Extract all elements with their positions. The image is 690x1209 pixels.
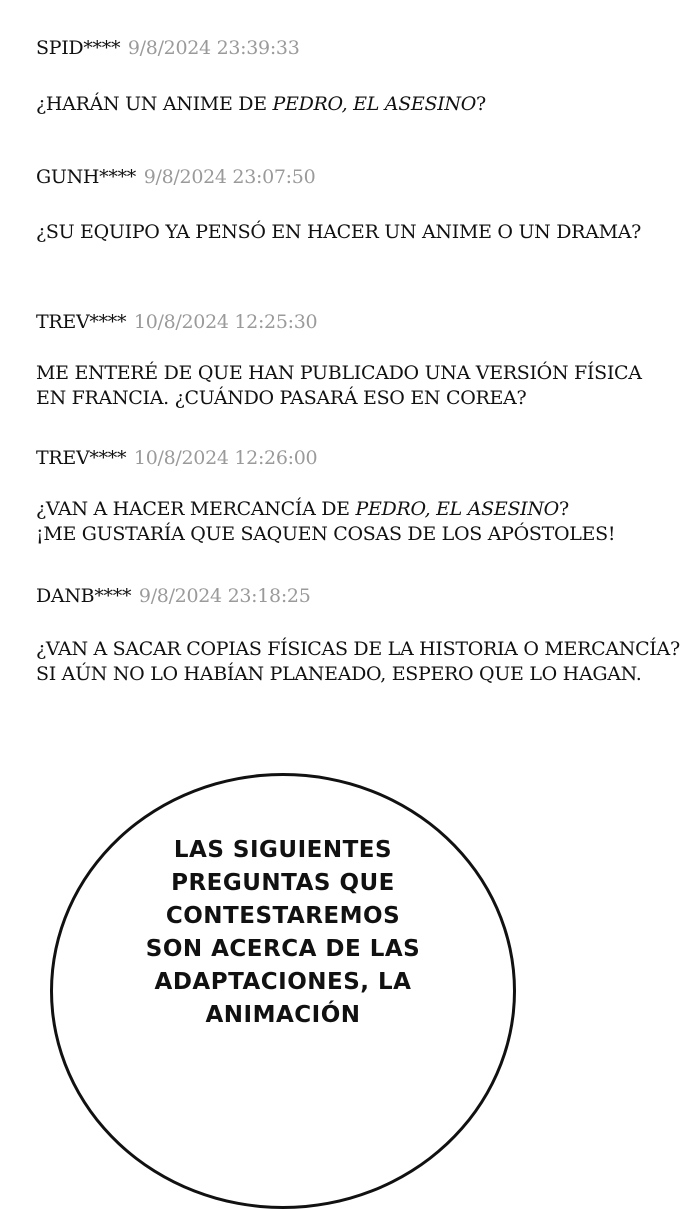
bubble-line: CONTESTAREMOS: [165, 903, 401, 929]
comment-meta: [36, 166, 656, 188]
comment-text: [36, 497, 615, 547]
comment-text: [36, 92, 486, 117]
bubble-line: ADAPTACIONES, LA: [154, 969, 412, 995]
comment-username: TREV****: [36, 311, 127, 333]
comment-line: ¿VAN A HACER MERCANCÍA DE PEDRO, EL ASESINO?: [36, 498, 569, 520]
speech-bubble-text: [53, 834, 513, 1032]
bubble-line: ANIMACIÓN: [205, 1002, 361, 1028]
comment-timestamp: 10/8/2024 12:26:00: [133, 447, 318, 469]
comment-meta: [36, 447, 656, 469]
comment-meta: [36, 585, 656, 607]
speech-bubble: [50, 773, 516, 1209]
comment: [36, 447, 656, 545]
comment-line: ¿HARÁN UN ANIME DE PEDRO, EL ASESINO?: [36, 93, 486, 115]
comment: [36, 166, 656, 243]
comment-line: SI AÚN NO LO HABÍAN PLANEADO, ESPERO QUE LO HAGAN.: [36, 663, 642, 685]
comment-username: GUNH****: [36, 166, 136, 188]
comment-line: ¿SU EQUIPO YA PENSÓ EN HACER UN ANIME O UN DRAMA?: [36, 221, 642, 243]
comment-line: ¿VAN A SACAR COPIAS FÍSICAS DE LA HISTORIA O MERCANCÍA?: [36, 638, 680, 660]
bubble-line: PREGUNTAS QUE: [171, 870, 395, 896]
comment-timestamp: 10/8/2024 12:25:30: [133, 311, 318, 333]
comment-text: [36, 637, 680, 687]
comment-line: ¡ME GUSTARÍA QUE SAQUEN COSAS DE LOS APÓSTOLES!: [36, 523, 616, 545]
comment-timestamp: 9/8/2024 23:39:33: [127, 37, 300, 59]
comment: [36, 311, 656, 409]
comment-line: ME ENTERÉ DE QUE HAN PUBLICADO UNA VERSIÓN FÍSICA: [36, 362, 642, 384]
comment-username: SPID****: [36, 37, 121, 59]
comment-username: TREV****: [36, 447, 127, 469]
comment-text: [36, 361, 642, 411]
comment-text: [36, 220, 641, 245]
comment-line: EN FRANCIA. ¿CUÁNDO PASARÁ ESO EN COREA?: [36, 387, 527, 409]
comment-meta: [36, 37, 300, 59]
bubble-line: LAS SIGUIENTES: [173, 837, 393, 863]
comment-timestamp: 9/8/2024 23:07:50: [143, 166, 316, 188]
comment-meta: [36, 311, 656, 333]
comment-username: DANB****: [36, 585, 132, 607]
comment-timestamp: 9/8/2024 23:18:25: [138, 585, 311, 607]
comment: [36, 585, 680, 685]
bubble-line: SON ACERCA DE LAS: [145, 936, 421, 962]
